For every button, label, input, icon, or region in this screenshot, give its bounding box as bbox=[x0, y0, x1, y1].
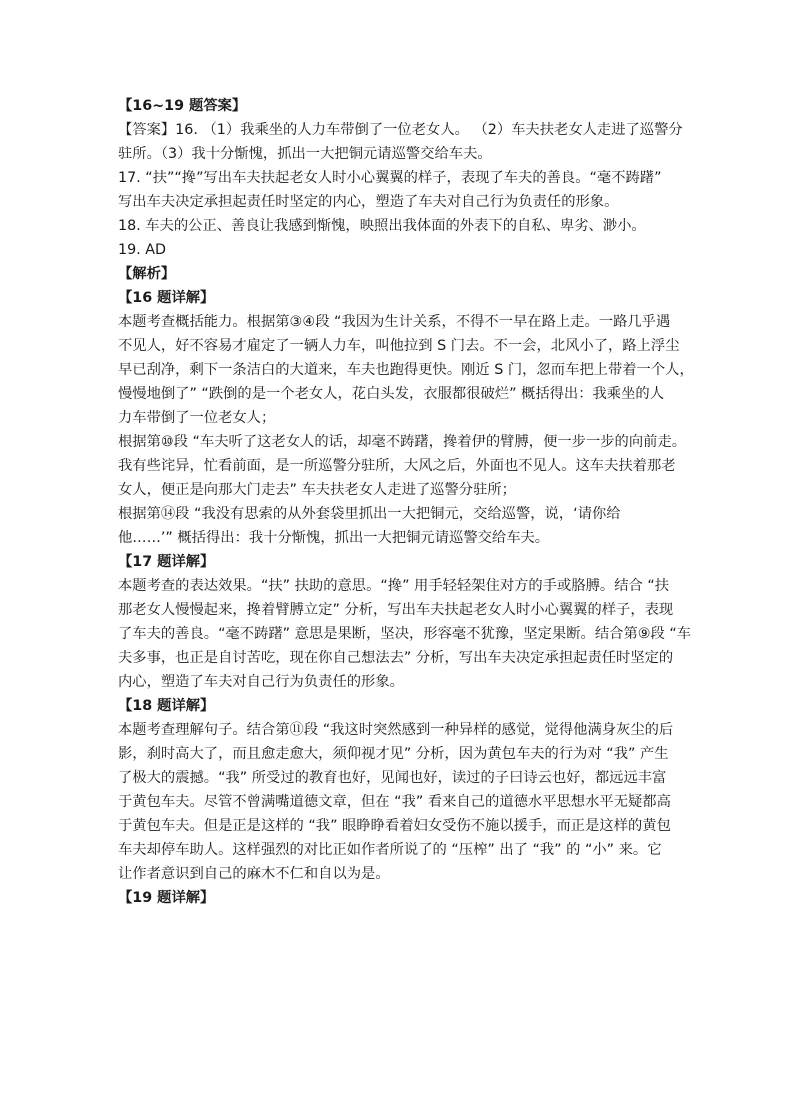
section-heading: 【16~19 题答案】 bbox=[118, 98, 247, 114]
text-line: 于黄包车夫。但是正是这样的 “我” 眼睁睁看着妇女受伤不施以援手，而正是这样的黄包 bbox=[118, 818, 671, 834]
text-line: 早已刮净，剩下一条洁白的大道来，车夫也跑得更快。刚近 S 门，忽而车把上带着一个人， bbox=[118, 362, 694, 378]
text-line: 本题考查理解句子。结合第⑪段 “我这时突然感到一种异样的感觉，觉得他满身灰尘的后 bbox=[118, 722, 674, 738]
text-line: 17. “扶”“搀”写出车夫扶起老女人时小心翼翼的样子，表现了车夫的善良。“毫不踌躇” bbox=[118, 170, 662, 186]
text-line: 本题考查的表达效果。“扶” 扶助的意思。“搀” 用手轻轻架住对方的手或胳膊。结合 “扶 bbox=[118, 578, 670, 594]
text-line: 驻所。（3）我十分惭愧，抓出一大把铜元请巡警交给车夫。 bbox=[118, 146, 492, 162]
text-line: 女人，便正是向那大门走去” 车夫扶老女人走进了巡警分驻所； bbox=[118, 482, 516, 498]
text-line: 他……’” 概括得出：我十分惭愧，抓出一大把铜元请巡警交给车夫。 bbox=[118, 530, 550, 546]
section-heading: 【17 题详解】 bbox=[118, 554, 215, 570]
text-line: 了车夫的善良。“毫不踌躇” 意思是果断，坚决，形容毫不犹豫，坚定果断。结合第⑨段 “车 bbox=[118, 626, 692, 642]
section-heading: 【18 题详解】 bbox=[118, 698, 215, 714]
text-line: 我有些诧异，忙看前面，是一所巡警分驻所，大风之后，外面也不见人。这车夫扶着那老 bbox=[118, 458, 676, 474]
section-heading: 【解析】 bbox=[118, 266, 176, 282]
text-line: 本题考查概括能力。根据第③④段 “我因为生计关系，不得不一早在路上走。一路几乎遇 bbox=[118, 314, 671, 330]
text-line: 不见人，好不容易才雇定了一辆人力车，叫他拉到 S 门去。不一会，北风小了，路上浮尘 bbox=[118, 338, 680, 354]
text-line: 根据第⑭段 “我没有思索的从外套袋里抓出一大把铜元，交给巡警，说，‘请你给 bbox=[118, 506, 621, 522]
text-line: 慢慢地倒了” “跌倒的是一个老女人，花白头发，衣服都很破烂” 概括得出：我乘坐的人 bbox=[118, 386, 664, 402]
text-line: 让作者意识到自己的麻木不仁和自以为是。 bbox=[118, 866, 390, 882]
text-line: 19. AD bbox=[118, 242, 167, 258]
text-line: 内心，塑造了车夫对自己行为负责任的形象。 bbox=[118, 674, 404, 690]
text-line: 力车带倒了一位老女人； bbox=[118, 410, 276, 426]
text-line: 了极大的震撼。“我” 所受过的教育也好，见闻也好，读过的子曰诗云也好，都远远丰富 bbox=[118, 770, 667, 786]
text-line: 根据第⑩段 “车夫听了这老女人的话，却毫不踌躇，搀着伊的臂膊，便一步一步的向前走。 bbox=[118, 434, 687, 450]
text-line: 于黄包车夫。尽管不曾满嘴道德文章，但在 “我” 看来自己的道德水平思想水平无疑都高 bbox=[118, 794, 671, 810]
text-line: 【答案】16. （1）我乘坐的人力车带倒了一位老女人。 （2）车夫扶老女人走进了巡警分 bbox=[118, 122, 683, 138]
text-line: 写出车夫决定承担起责任时坚定的内心，塑造了车夫对自己行为负责任的形象。 bbox=[118, 194, 619, 210]
text-line: 18. 车夫的公正、善良让我感到惭愧，映照出我体面的外表下的自私、卑劣、渺小。 bbox=[118, 218, 646, 234]
text-line: 那老女人慢慢起来，搀着臂膊立定” 分析，写出车夫扶起老女人时小心翼翼的样子，表现 bbox=[118, 602, 674, 618]
section-heading: 【19 题详解】 bbox=[118, 890, 215, 906]
text-line: 夫多事，也正是自讨苦吃，现在你自己想法去” 分析，写出车夫决定承担起责任时坚定的 bbox=[118, 650, 674, 666]
text-line: 车夫却停车助人。这样强烈的对比正如作者所说了的 “压榨” 出了 “我” 的 “小” 来。它 bbox=[118, 842, 662, 858]
section-heading: 【16 题详解】 bbox=[118, 290, 215, 306]
answer-document bbox=[118, 94, 694, 910]
text-line: 影，刹时高大了，而且愈走愈大，须仰视才见” 分析，因为黄包车夫的行为对 “我” 产生 bbox=[118, 746, 669, 762]
